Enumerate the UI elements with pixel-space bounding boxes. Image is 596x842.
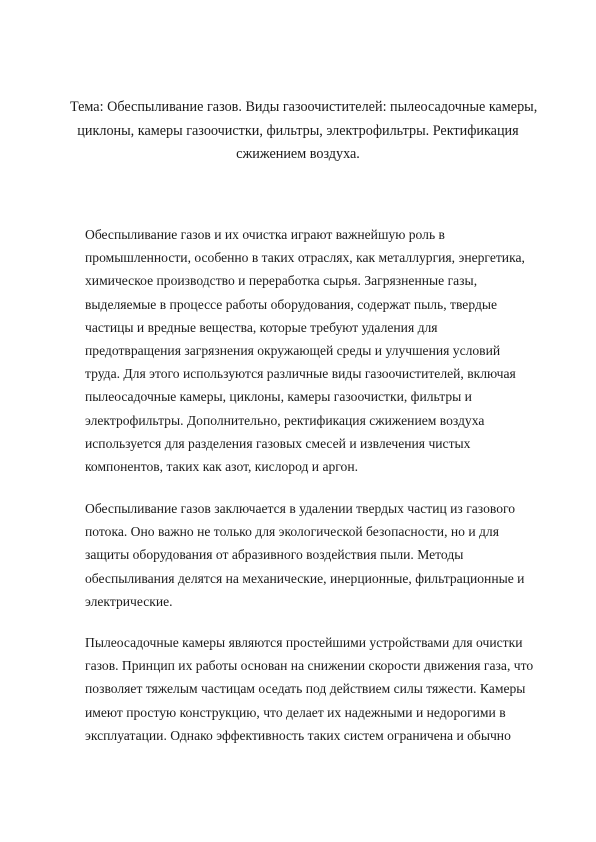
- paragraph-line: пылеосадочные камеры, циклоны, камеры газоочистки, фильтры и: [85, 389, 472, 405]
- paragraph-line: потока. Оно важно не только для экологической безопасности, но и для: [85, 524, 499, 540]
- paragraph-line: химическое производство и переработка сырья. Загрязненные газы,: [85, 273, 478, 289]
- paragraph-intro: [85, 223, 535, 478]
- paragraph-line: частицы и вредные вещества, которые требуют удаления для: [85, 319, 438, 335]
- paragraph-line: компонентов, таких как азот, кислород и аргон.: [85, 459, 359, 475]
- paragraph-line: позволяет тяжелым частицам оседать под действием силы тяжести. Камеры: [85, 681, 526, 697]
- paragraph-line: Пылеосадочные камеры являются простейшими устройствами для очистки: [85, 635, 523, 650]
- paragraph-line: имеют простую конструкцию, что делает их надежными и недорогими в: [85, 704, 506, 720]
- paragraph-line: обеспыливания делятся на механические, инерционные, фильтрационные и: [85, 570, 525, 586]
- document-title: [70, 96, 538, 167]
- paragraph-line: эксплуатации. Однако эффективность таких систем ограничена и обычно: [85, 727, 511, 743]
- title-line: сжижением воздуха.: [236, 146, 360, 162]
- paragraph-line: труда. Для этого используются различные виды газоочистителей, включая: [85, 366, 516, 382]
- paragraph-line: Обеспыливание газов и их очистка играют важнейшую роль в: [85, 227, 445, 242]
- paragraph-line: электрофильтры. Дополнительно, ректификация сжижением воздуха: [85, 412, 485, 428]
- paragraph-settling-chambers: [85, 631, 535, 747]
- title-line: циклоны, камеры газоочистки, фильтры, электрофильтры. Ректификация: [77, 122, 519, 139]
- paragraph-dedusting: [85, 497, 535, 613]
- paragraph-line: электрические.: [85, 593, 173, 609]
- title-line: Тема: Обеспыливание газов. Виды газоочистителей: пылеосадочные камеры,: [70, 99, 538, 115]
- paragraph-line: используется для разделения газовых смесей и извлечения чистых: [85, 435, 471, 451]
- paragraph-line: Обеспыливание газов заключается в удалении твердых частиц из газового: [85, 501, 516, 516]
- paragraph-line: выделяемые в процессе работы оборудования, содержат пыль, твердые: [85, 296, 498, 312]
- paragraph-line: промышленности, особенно в таких отраслях, как металлургия, энергетика,: [85, 250, 525, 266]
- paragraph-line: предотвращения загрязнения окружающей среды и улучшения условий: [85, 343, 501, 359]
- paragraph-line: газов. Принцип их работы основан на снижении скорости движения газа, что: [85, 658, 534, 674]
- paragraph-line: защиты оборудования от абразивного воздействия пыли. Методы: [85, 547, 464, 563]
